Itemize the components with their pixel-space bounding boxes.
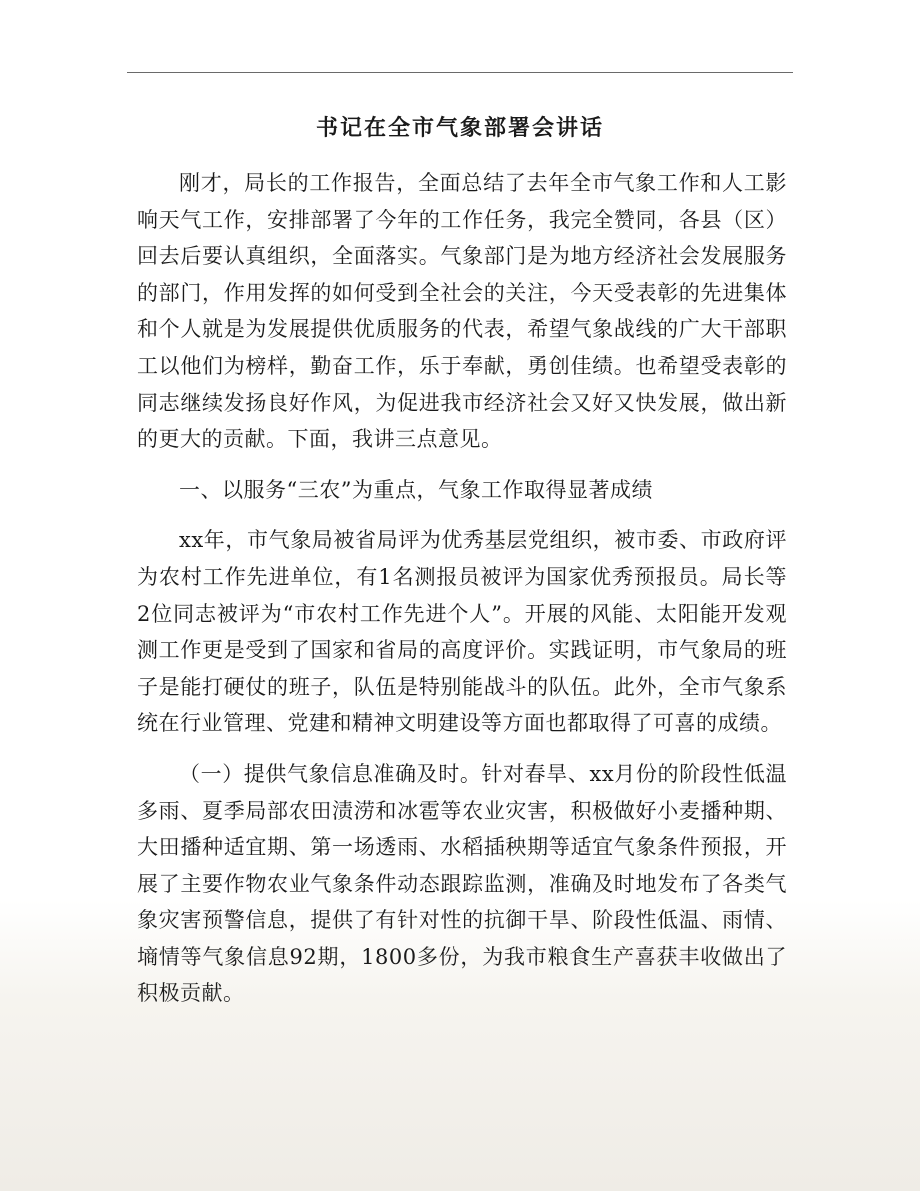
header-rule [127,72,793,73]
document-body [137,165,787,1012]
paragraph-subsection-1: （一）提供气象信息准确及时。针对春旱、xx月份的阶段性低温多雨、夏季局部农田渍涝和冰雹等农业灾害，积极做好小麦播种期、大田播种适宜期、第一场透雨、水稻插秧期等适宜气象条件预报，开展了主要作物农业气象条件动态跟踪监测，准确及时地发布了各类气象灾害预警信息，提供了有针对性的抗御干旱、阶段性低温、雨情、墒情等气象信息92期，1800多份，为我市粮食生产喜获丰收做出了积极贡献。 [137,761,787,1006]
paragraph-achievements: xx年，市气象局被省局评为优秀基层党组织，被市委、市政府评为农村工作先进单位，有1名测报员被评为国家优秀预报员。局长等2位同志被评为“市农村工作先进个人”。开展的风能、太阳能开发观测工作更是受到了国家和省局的高度评价。实践证明，市气象局的班子是能打硬仗的班子，队伍是特别能战斗的队伍。此外，全市气象系统在行业管理、党建和精神文明建设等方面也都取得了可喜的成绩。 [137,528,787,736]
document-title: 书记在全市气象部署会讲话 [315,115,604,141]
section-heading-1: 一、以服务“三农”为重点，气象工作取得显著成绩 [179,477,653,502]
paragraph-intro: 刚才，局长的工作报告，全面总结了去年全市气象工作和人工影响天气工作，安排部署了今年的工作任务，我完全赞同，各县（区）回去后要认真组织，全面落实。气象部门是为地方经济社会发展服务的部门，作用发挥的如何受到全社会的关注，今天受表彰的先进集体和个人就是为发展提供优质服务的代表，希望气象战线的广大干部职工以他们为榜样，勤奋工作，乐于奉献，勇创佳绩。也希望受表彰的同志继续发扬良好作风，为促进我市经济社会又好又快发展，做出新的更大的贡献。下面，我讲三点意见。 [137,171,787,452]
